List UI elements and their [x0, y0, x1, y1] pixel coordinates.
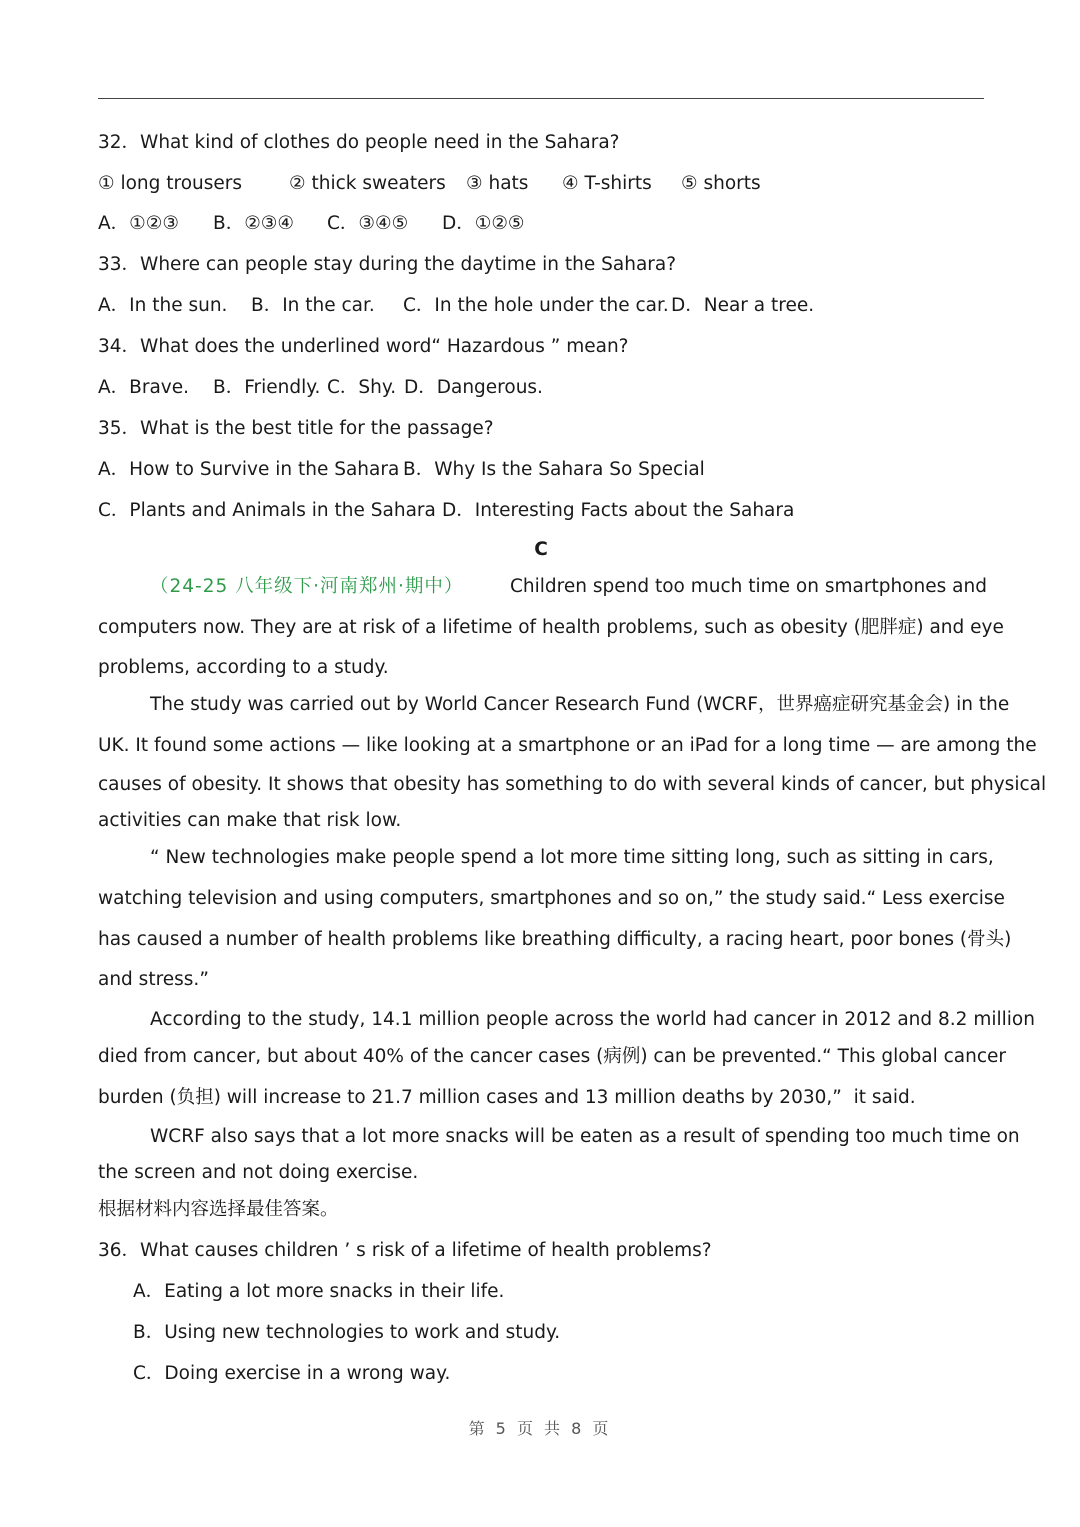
paragraph-1-line-1: Children spend too much time on smartphones and	[510, 576, 987, 597]
question-36: 36．What causes children ’ s risk of a lifetime of health problems?	[98, 1240, 712, 1261]
q35-option-c: C．Plants and Animals in the Sahara	[98, 500, 436, 521]
q32-option-d: D．①②⑤	[442, 213, 525, 234]
paragraph-3-line-2: watching television and using computers, smartphones and so on,” the study said.“ Less exercise	[98, 888, 1005, 909]
paragraph-3-line-1: “ New technologies make people spend a lot more time sitting long, such as sitting in cars,	[150, 847, 994, 868]
instruction: 根据材料内容选择最佳答案。	[98, 1199, 339, 1220]
q36-option-b: B．Using new technologies to work and study.	[133, 1322, 561, 1343]
q34-option-c: C．Shy.	[327, 377, 397, 398]
paragraph-3-line-3: has caused a number of health problems like breathing difficulty, a racing heart, poor bones (骨头)	[98, 929, 1012, 950]
question-33: 33．Where can people stay during the daytime in the Sahara?	[98, 254, 677, 275]
paragraph-4-line-1: According to the study, 14.1 million people across the world had cancer in 2012 and 8.2 million	[150, 1009, 1035, 1030]
q34-option-a: A．Brave.	[98, 377, 190, 398]
q32-item-3: ③ hats	[466, 173, 529, 194]
paragraph-2-line-3: causes of obesity. It shows that obesity has something to do with several kinds of cancer, but physical	[98, 774, 1047, 795]
question-35: 35．What is the best title for the passage?	[98, 418, 494, 439]
header-rule	[98, 98, 984, 99]
paragraph-5-line-2: the screen and not doing exercise.	[98, 1162, 419, 1183]
q32-item-1: ① long trousers	[98, 173, 243, 194]
q35-option-b: B．Why Is the Sahara So Special	[403, 459, 705, 480]
q32-option-c: C．③④⑤	[327, 213, 409, 234]
paragraph-2-line-1: The study was carried out by World Cancer Research Fund (WCRF，世界癌症研究基金会) in the	[150, 694, 1010, 715]
q32-item-4: ④ T-shirts	[562, 173, 652, 194]
q35-option-a: A．How to Survive in the Sahara	[98, 459, 400, 480]
q33-option-c: C．In the hole under the car.	[403, 295, 669, 316]
paragraph-2-line-2: UK. It found some actions — like looking at a smartphone or an iPad for a long time — are among the	[98, 735, 1037, 756]
paragraph-4-line-2: died from cancer, but about 40% of the cancer cases (病例) can be prevented.“ This global cancer	[98, 1046, 1007, 1067]
page-number: 第 5 页 共 8 页	[468, 1419, 612, 1438]
q32-option-a: A．①②③	[98, 213, 179, 234]
paragraph-3-line-4: and stress.”	[98, 969, 209, 990]
q34-option-b: B．Friendly.	[213, 377, 321, 398]
q33-option-a: A．In the sun.	[98, 295, 228, 316]
paragraph-2-line-4: activities can make that risk low.	[98, 810, 402, 831]
question-34: 34．What does the underlined word“ Hazardous ” mean?	[98, 336, 629, 357]
question-32: 32．What kind of clothes do people need in the Sahara?	[98, 132, 620, 153]
q36-option-c: C．Doing exercise in a wrong way.	[133, 1363, 451, 1384]
q33-option-d: D．Near a tree.	[671, 295, 815, 316]
paragraph-1-line-3: problems, according to a study.	[98, 657, 389, 678]
q32-item-5: ⑤ shorts	[681, 173, 761, 194]
paragraph-5-line-1: WCRF also says that a lot more snacks will be eaten as a result of spending too much time on	[150, 1126, 1020, 1147]
paragraph-4-line-3: burden (负担) will increase to 21.7 million cases and 13 million deaths by 2030,” it said.	[98, 1087, 916, 1108]
q35-option-d: D．Interesting Facts about the Sahara	[442, 500, 795, 521]
q33-option-b: B．In the car.	[251, 295, 375, 316]
q32-option-b: B．②③④	[213, 213, 294, 234]
q36-option-a: A．Eating a lot more snacks in their life.	[133, 1281, 505, 1302]
section-heading: C	[534, 539, 548, 560]
q32-item-2: ② thick sweaters	[289, 173, 446, 194]
paragraph-1-line-2: computers now. They are at risk of a lifetime of health problems, such as obesity (肥胖症) and eye	[98, 617, 1004, 638]
q34-option-d: D．Dangerous.	[404, 377, 543, 398]
source-tag: （24-25 八年级下·河南郑州·期中）	[150, 576, 464, 597]
